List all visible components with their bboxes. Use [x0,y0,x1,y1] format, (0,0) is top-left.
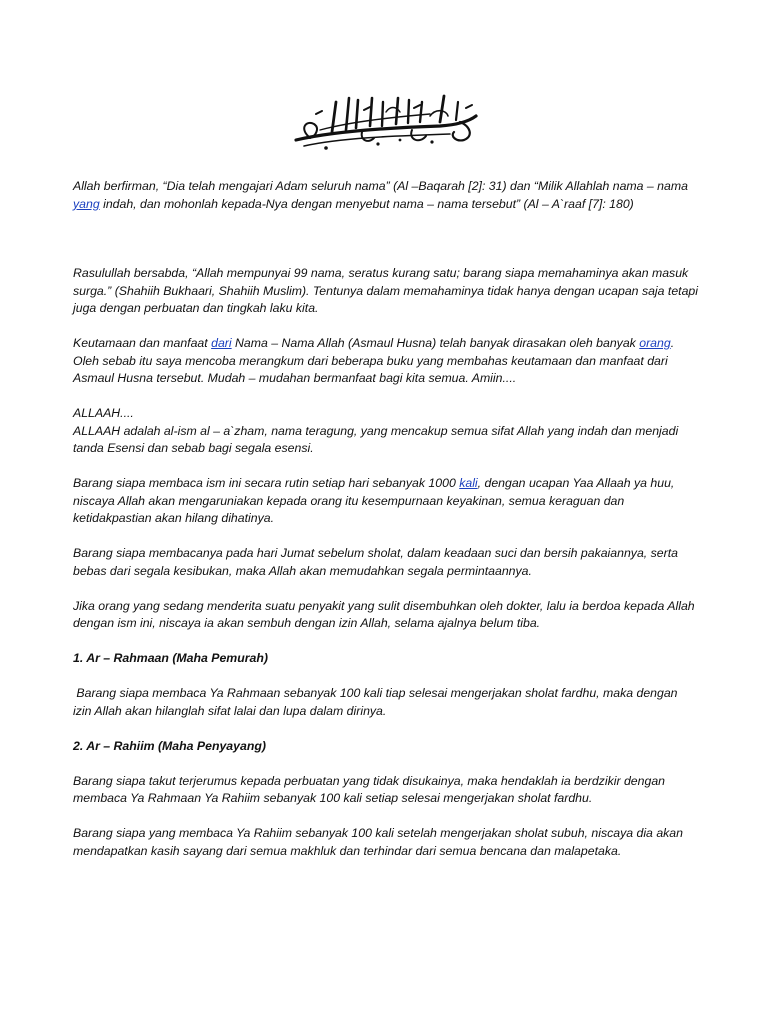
link-yang[interactable]: yang [73,196,100,211]
link-dari[interactable]: dari [211,336,232,350]
section-heading-ar-rahmaan: 1. Ar – Rahmaan (Maha Pemurah) [73,651,268,665]
allaah-paragraph-2: Barang siapa membacanya pada hari Jumat sebelum sholat, dalam keadaan suci dan bersih pakaiannya, serta bebas dari segala kesibukan, maka Allah akan memudahkan segala permintaannya. [73,546,678,578]
ar-rahmaan-paragraph: Barang siapa membaca Ya Rahmaan sebanyak 100 kali tiap selesai mengerjakan sholat fardhu, maka dengan izin Allah akan hilanglah sifat lalai dan lupa dalam dirinya. [73,686,678,718]
benefits-paragraph: Keutamaan dan manfaat dari Nama – Nama Allah (Asmaul Husna) telah banyak dirasakan oleh banyak orang. Oleh sebab itu saya mencoba merangkum dari beberapa buku yang membahas keutamaan dan manfaat dari Asmaul Husna tersebut. Mudah – mudahan bermanfaat bagi kita semua. Amiin.... [73,336,675,385]
intro-paragraph: Allah berfirman, “Dia telah mengajari Adam seluruh nama” (Al –Baqarah [2]: 31) dan “Milik Allahlah nama – nama yang indah, dan mohonlah kepada-Nya dengan menyebut nama – nama tersebut” (Al – A`raaf [7]: 180) [73,179,688,211]
hadith-paragraph: Rasulullah bersabda, “Allah mempunyai 99 nama, seratus kurang satu; barang siapa memahaminya akan masuk surga.” (Shahiih Bukhaari, Shahiih Muslim). Tentunya dalam memahaminya tidak hanya dengan ucapan saja tetapi juga dengan perbuatan dan tingkah laku kita. [73,266,698,315]
ar-rahiim-paragraph-2: Barang siapa yang membaca Ya Rahiim sebanyak 100 kali setelah mengerjakan sholat subuh, niscaya dia akan mendapatkan kasih sayang dari semua makhluk dan terhindar dari semua bencana dan malapetaka. [73,826,683,858]
ar-rahiim-paragraph-1: Barang siapa takut terjerumus kepada perbuatan yang tidak disukainya, maka hendaklah ia berdzikir dengan membaca Ya Rahmaan Ya Rahiim sebanyak 100 kali setiap selesai mengerjakan sholat fardhu. [73,773,665,805]
allaah-title: ALLAAH.... [73,406,134,420]
section-heading-ar-rahiim: 2. Ar – Rahiim (Maha Penyayang) [73,738,266,753]
bismillah-calligraphy [290,92,480,154]
allaah-paragraph-1: Barang siapa membaca ism ini secara rutin setiap hari sebanyak 1000 kali, dengan ucapan Yaa Allaah ya huu, niscaya Allah akan mengaruniakan kepada orang itu kesempurnaan keyakinan, semua keraguan dan ketidakpastian akan hilang dihatinya. [73,476,675,525]
allaah-description: ALLAAH adalah al-ism al – a`zham, nama teragung, yang mencakup semua sifat Allah yang indah dan menjadi tanda Esensi dan sebab bagi segala esensi. [73,423,679,455]
allaah-paragraph-3: Jika orang yang sedang menderita suatu penyakit yang sulit disembuhkan oleh dokter, lalu ia berdoa kepada Allah dengan ism ini, niscaya ia akan sembuh dengan izin Allah, selama ajalnya belum tiba. [73,598,695,630]
article-body [73,178,698,860]
link-kali[interactable]: kali [459,476,478,490]
link-orang[interactable]: orang [639,336,671,350]
